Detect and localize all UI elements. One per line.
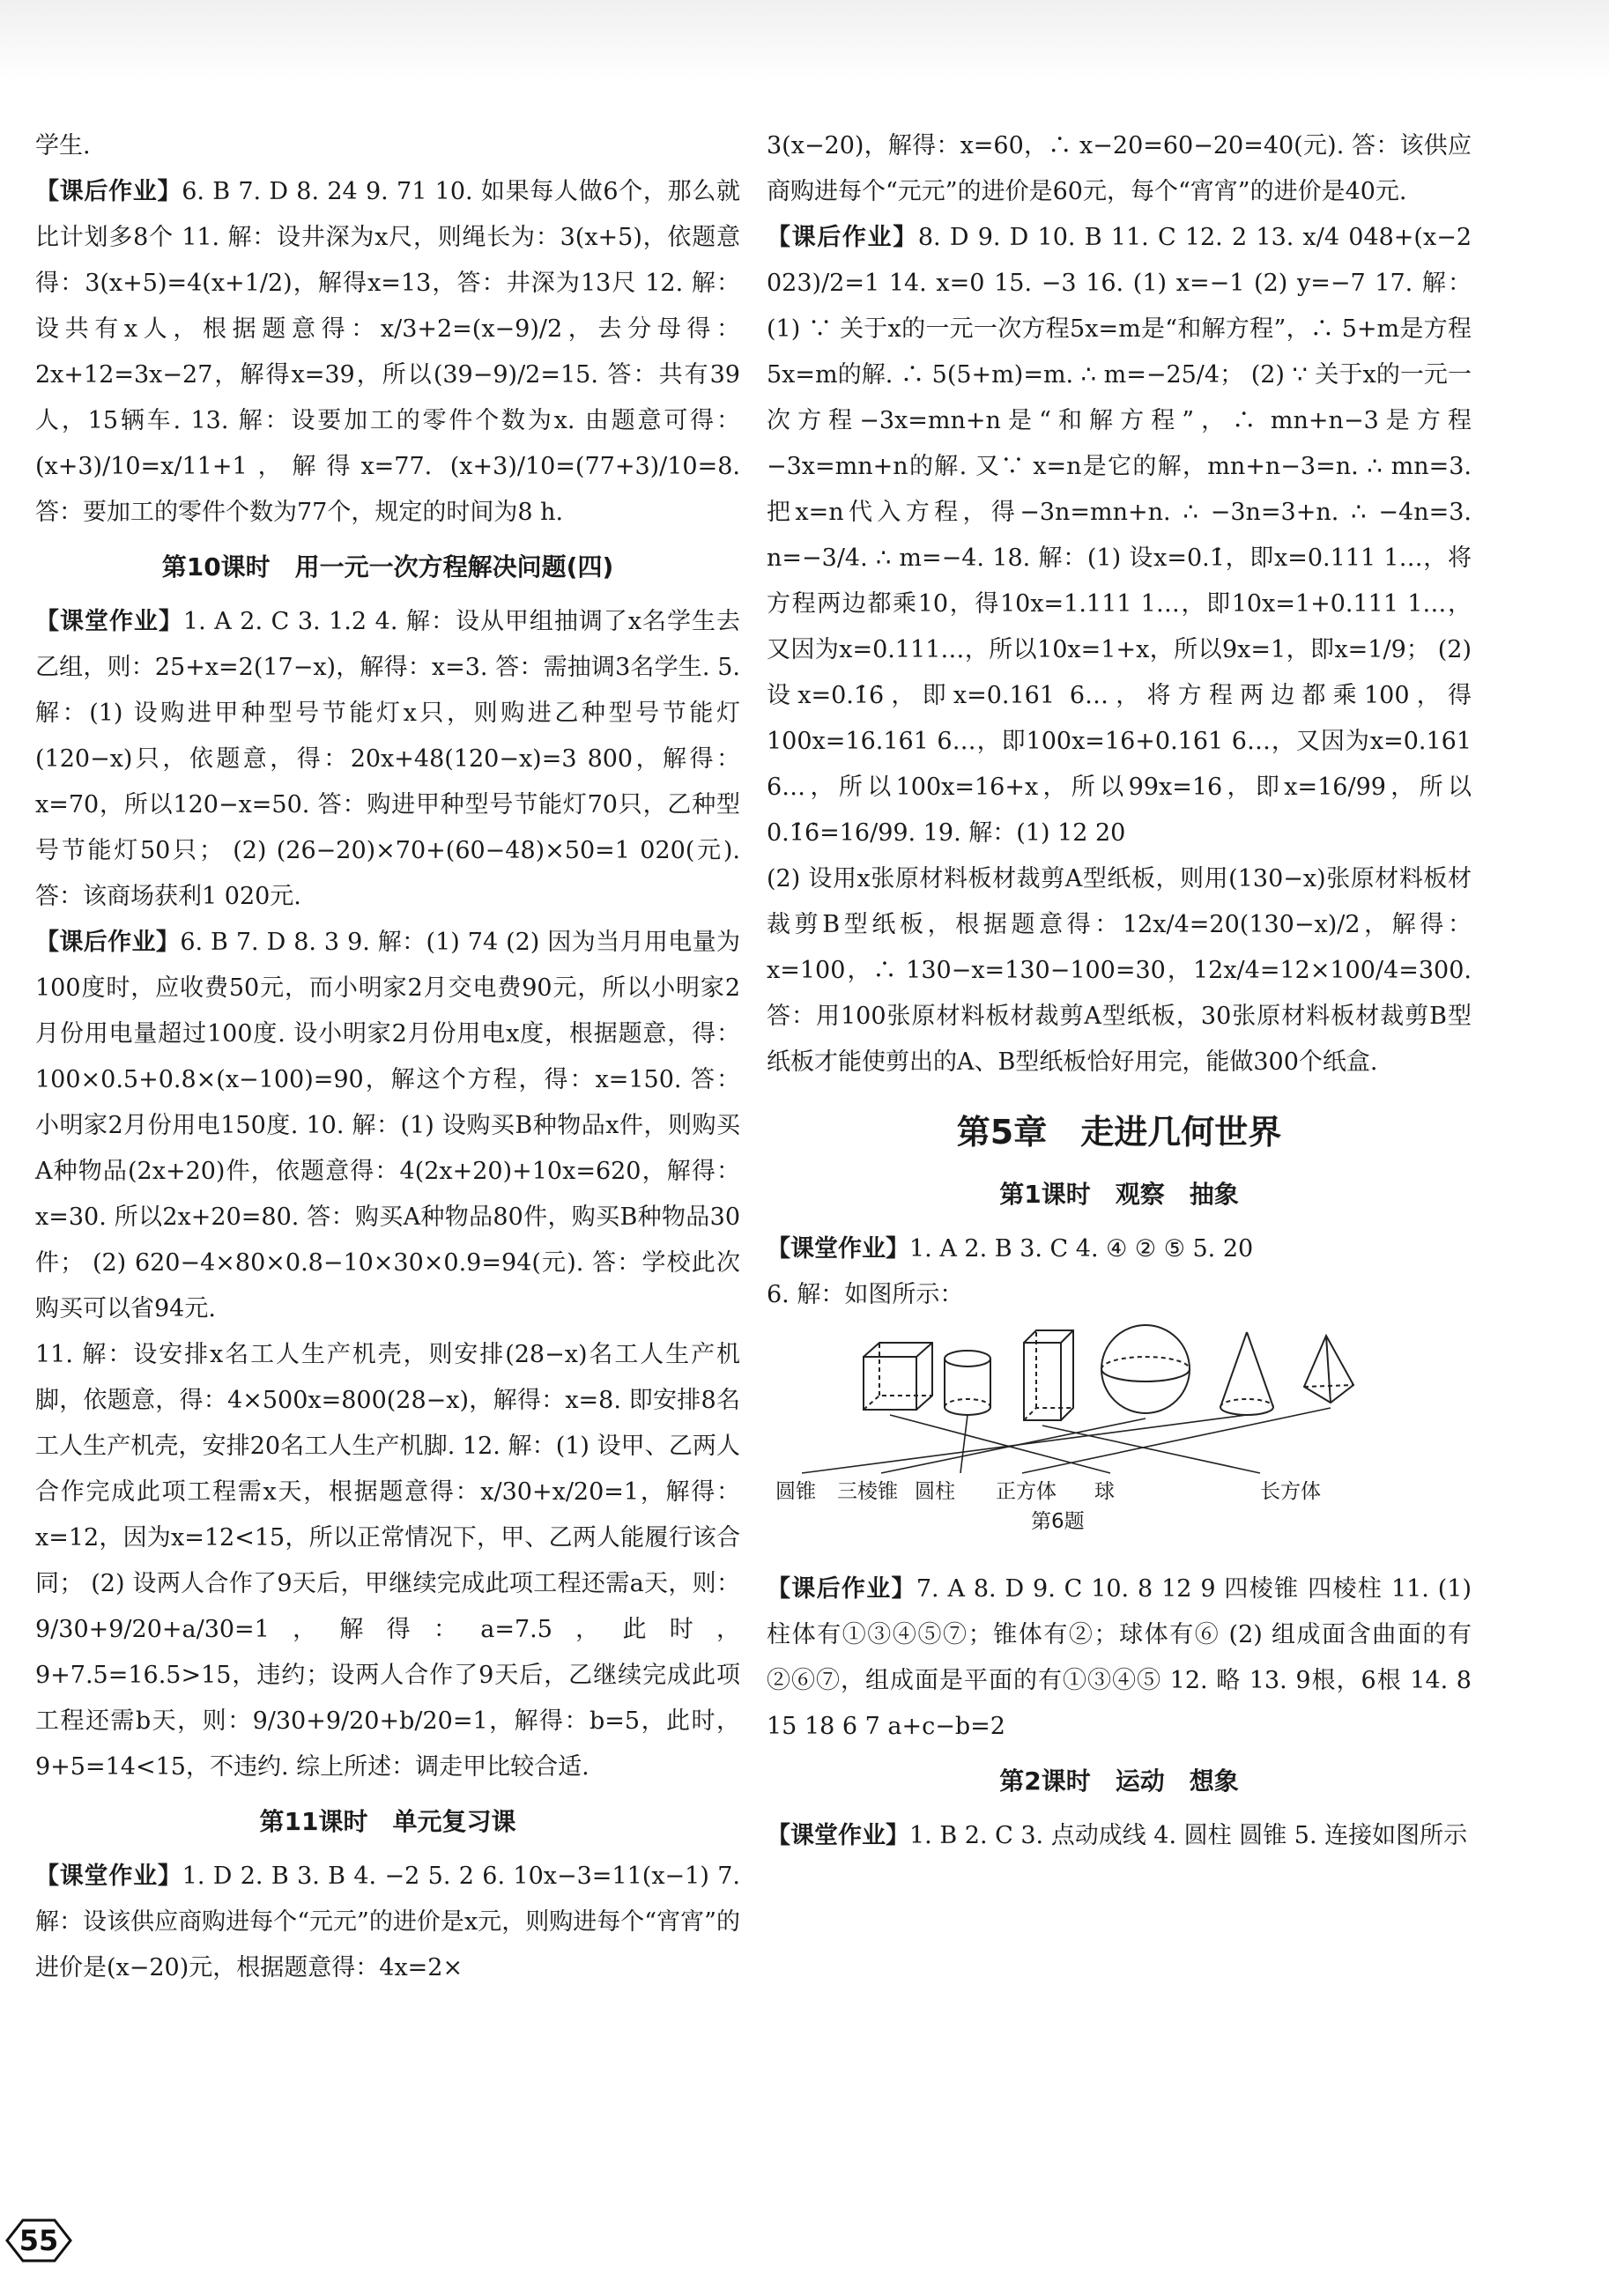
figure-label: 圆锥 <box>775 1480 816 1503</box>
cube-shape <box>864 1343 932 1410</box>
paragraph: (2) 设用x张原材料板材裁剪A型纸板，则用(130−x)张原材料板材裁剪B型纸板，根据题意得：12x/4=20(130−x)/2，解得：x=100，∴ 130−x=130−100=30，12x/4=12×100/4=300. 答：用100张原材料板材裁剪A型纸板，30张原材料板材裁剪B型纸板才能使剪出的A、B型纸板恰好用完，能做300个纸盒. <box>767 865 1472 1076</box>
answer-text: 1. A 2. B 3. C 4. ④ ② ⑤ 5. 20 <box>909 1235 1254 1263</box>
section-label: 【课后作业】 <box>35 929 181 956</box>
answer-text: 6. B 7. D 8. 24 9. 71 10. 如果每人做6个，那么就比计划多8个 11. 解：设井深为x尺，则绳长为：3(x+5)，依题意得：3(x+5)=4(x+1/2)，解得x=13，答：井深为13尺 12. 解：设共有x人，根据题意得：x/3+2=(x−9)/2，去分母得：2x+12=3x−27，解得x=39，所以(39−9)/2=15. 答：共有39人，15辆车. 13. 解：设要加工的零件个数为x. 由题意可得：(x+3)/10=x/11+1，解得x=77. (x+3)/10=(77+3)/10=8. 答：要加工的零件个数为77个，规定的时间为8 h. <box>35 178 741 526</box>
right-column <box>767 123 1472 1859</box>
answer-text: 7. A 8. D 9. C 10. 8 12 9 四棱锥 四棱柱 11. (1) 柱体有①③④⑤⑦；锥体有②；球体有⑥ (2) 组成面含曲面的有②⑥⑦，组成面是平面的有①③④⑤ 12. 略 13. 9根，6根 14. 8 15 18 6 7 a+c−b=2 <box>767 1575 1472 1740</box>
chapter-heading: 第5章 走进几何世界 <box>956 1113 1282 1152</box>
pyramid-shape <box>1304 1336 1353 1403</box>
solids-drawing <box>767 1323 1472 1561</box>
section-label: 【课后作业】 <box>767 224 918 251</box>
cone-shape <box>1220 1332 1273 1415</box>
matching-lines <box>802 1408 1331 1473</box>
paragraph <box>767 1226 1472 1272</box>
paragraph <box>35 169 740 536</box>
section-label: 【课后作业】 <box>767 1575 916 1603</box>
answer-text: 8. D 9. D 10. B 11. C 12. 2 13. x/4 048+(x−2 023)/2=1 14. x=0 15. −3 16. (1) x=−1 (2) y=−7 17. 解：(1) ∵ 关于x的一元一次方程5x=m是“和解方程”，∴ 5+m是方程5x=m的解. ∴ 5(5+m)=m. ∴ m=−25/4； (2) ∵ 关于x的一元一次方程−3x=mn+n是“和解方程”，∴ mn+n−3是方程−3x=mn+n的解. 又∵ x=n是它的解，mn+n−3=n. ∴ mn=3. 把x=n代入方程，得−3n=mn+n. ∴ −3n=3+n. ∴ −4n=3. n=−3/4. ∴ m=−4. 18. 解：(1) 设x=0.1̇，即x=0.111 1…，将方程两边都乘10，得10x=1.111 1…，即10x=1+0.111 1…，又因为x=0.111…，所以10x=1+x，所以9x=1，即x=1/9； (2) 设x=0.1̇6̇，即x=0.161 6…，将方程两边都乘100，得100x=16.161 6…，即100x=16+0.161 6…，又因为x=0.161 6…，所以100x=16+x，所以99x=16，即x=16/99，所以0.1̇6̇=16/99. 19. 解：(1) 12 20 <box>767 224 1472 847</box>
paragraph <box>767 215 1472 856</box>
paragraph <box>35 599 740 920</box>
cylinder-shape <box>945 1351 990 1415</box>
section-label: 【课堂作业】 <box>35 1863 182 1890</box>
section-label: 【课堂作业】 <box>767 1822 909 1849</box>
answer-text: 1. D 2. B 3. B 4. −2 5. 2 6. 10x−3=11(x−1) 7. 解：设该供应商购进每个“元元”的进价是x元，则购进每个“宵宵”的进价是(x−20)元，根据题意得：4x=2× <box>35 1863 740 1981</box>
solids-matching-figure <box>767 1323 1472 1561</box>
paragraph <box>767 1566 1472 1750</box>
lesson-heading: 第2课时 运动 想象 <box>999 1766 1239 1796</box>
paragraph: 3(x−20)，解得：x=60，∴ x−20=60−20=40(元). 答：该供应商购进每个“元元”的进价是60元，每个“宵宵”的进价是40元. <box>767 132 1472 205</box>
paragraph: 11. 解：设安排x名工人生产机壳，则安排(28−x)名工人生产机脚，依题意，得：4×500x=800(28−x)，解得：x=8. 即安排8名工人生产机壳，安排20名工人生产机脚. 12. 解：(1) 设甲、乙两人合作完成此项工程需x天，根据题意得：x/30+x/20=1，解得：x=12，因为x=12<15，所以正常情况下，甲、乙两人能履行该合同； (2) 设两人合作了9天后，甲继续完成此项工程还需a天，则：9/30+9/20+a/30=1，解得：a=7.5，此时，9+7.5=16.5>15，违约；设两人合作了9天后，乙继续完成此项工程还需b天，则：9/30+9/20+b/20=1，解得：b=5，此时，9+5=14<15，不违约. 综上所述：调走甲比较合适. <box>35 1341 740 1781</box>
section-label: 【课后作业】 <box>35 178 182 205</box>
figure-caption: 第6题 <box>1031 1510 1085 1533</box>
paragraph: 学生. <box>35 132 91 159</box>
figure-label: 长方体 <box>1260 1480 1321 1503</box>
lesson-heading: 第10课时 用一元一次方程解决问题(四) <box>161 552 614 581</box>
left-column <box>35 123 740 1991</box>
page-top-shade <box>0 0 1609 79</box>
answer-text: 1. B 2. C 3. 点动成线 4. 圆柱 圆锥 5. 连接如图所示 <box>909 1822 1468 1849</box>
page-number-badge <box>4 2217 74 2264</box>
cuboid-shape <box>1024 1330 1073 1420</box>
paragraph <box>767 1813 1472 1859</box>
figure-label: 球 <box>1094 1480 1115 1503</box>
paragraph <box>35 1854 740 1991</box>
page-number: 55 <box>19 2224 59 2257</box>
section-label: 【课堂作业】 <box>767 1235 909 1263</box>
section-label: 【课堂作业】 <box>35 608 183 635</box>
lesson-heading: 第1课时 观察 抽象 <box>999 1180 1239 1209</box>
figure-label: 正方体 <box>996 1480 1057 1503</box>
figure-label: 圆柱 <box>915 1480 955 1503</box>
figure-label: 三棱锥 <box>837 1480 898 1503</box>
paragraph: 6. 解：如图所示： <box>767 1281 964 1308</box>
paragraph <box>35 920 740 1332</box>
answer-text: 6. B 7. D 8. 3 9. 解：(1) 74 (2) 因为当月用电量为100度时，应收费50元，而小明家2月交电费90元，所以小明家2月份用电量超过100度. 设小明家2月份用电x度，根据题意，得：100×0.5+0.8×(x−100)=90，解这个方程，得：x=150. 答：小明家2月份用电150度. 10. 解：(1) 设购买B种物品x件，则购买A种物品(2x+20)件，依题意得：4(2x+20)+10x=620，解得：x=30. 所以2x+20=80. 答：购买A种物品80件，购买B种物品30件； (2) 620−4×80×0.8−10×30×0.9=94(元). 答：学校此次购买可以省94元. <box>35 929 740 1322</box>
sphere-shape <box>1101 1325 1190 1413</box>
lesson-heading: 第11课时 单元复习课 <box>259 1807 516 1836</box>
answer-text: 1. A 2. C 3. 1.2 4. 解：设从甲组抽调了x名学生去乙组，则：25+x=2(17−x)，解得：x=3. 答：需抽调3名学生. 5. 解：(1) 设购进甲种型号节能灯x只，则购进乙种型号节能灯(120−x)只，依题意，得：20x+48(120−x)=3 800，解得：x=70，所以120−x=50. 答：购进甲种型号节能灯70只，乙种型号节能灯50只； (2) (26−20)×70+(60−48)×50=1 020(元). 答：该商场获利1 020元. <box>35 608 741 910</box>
